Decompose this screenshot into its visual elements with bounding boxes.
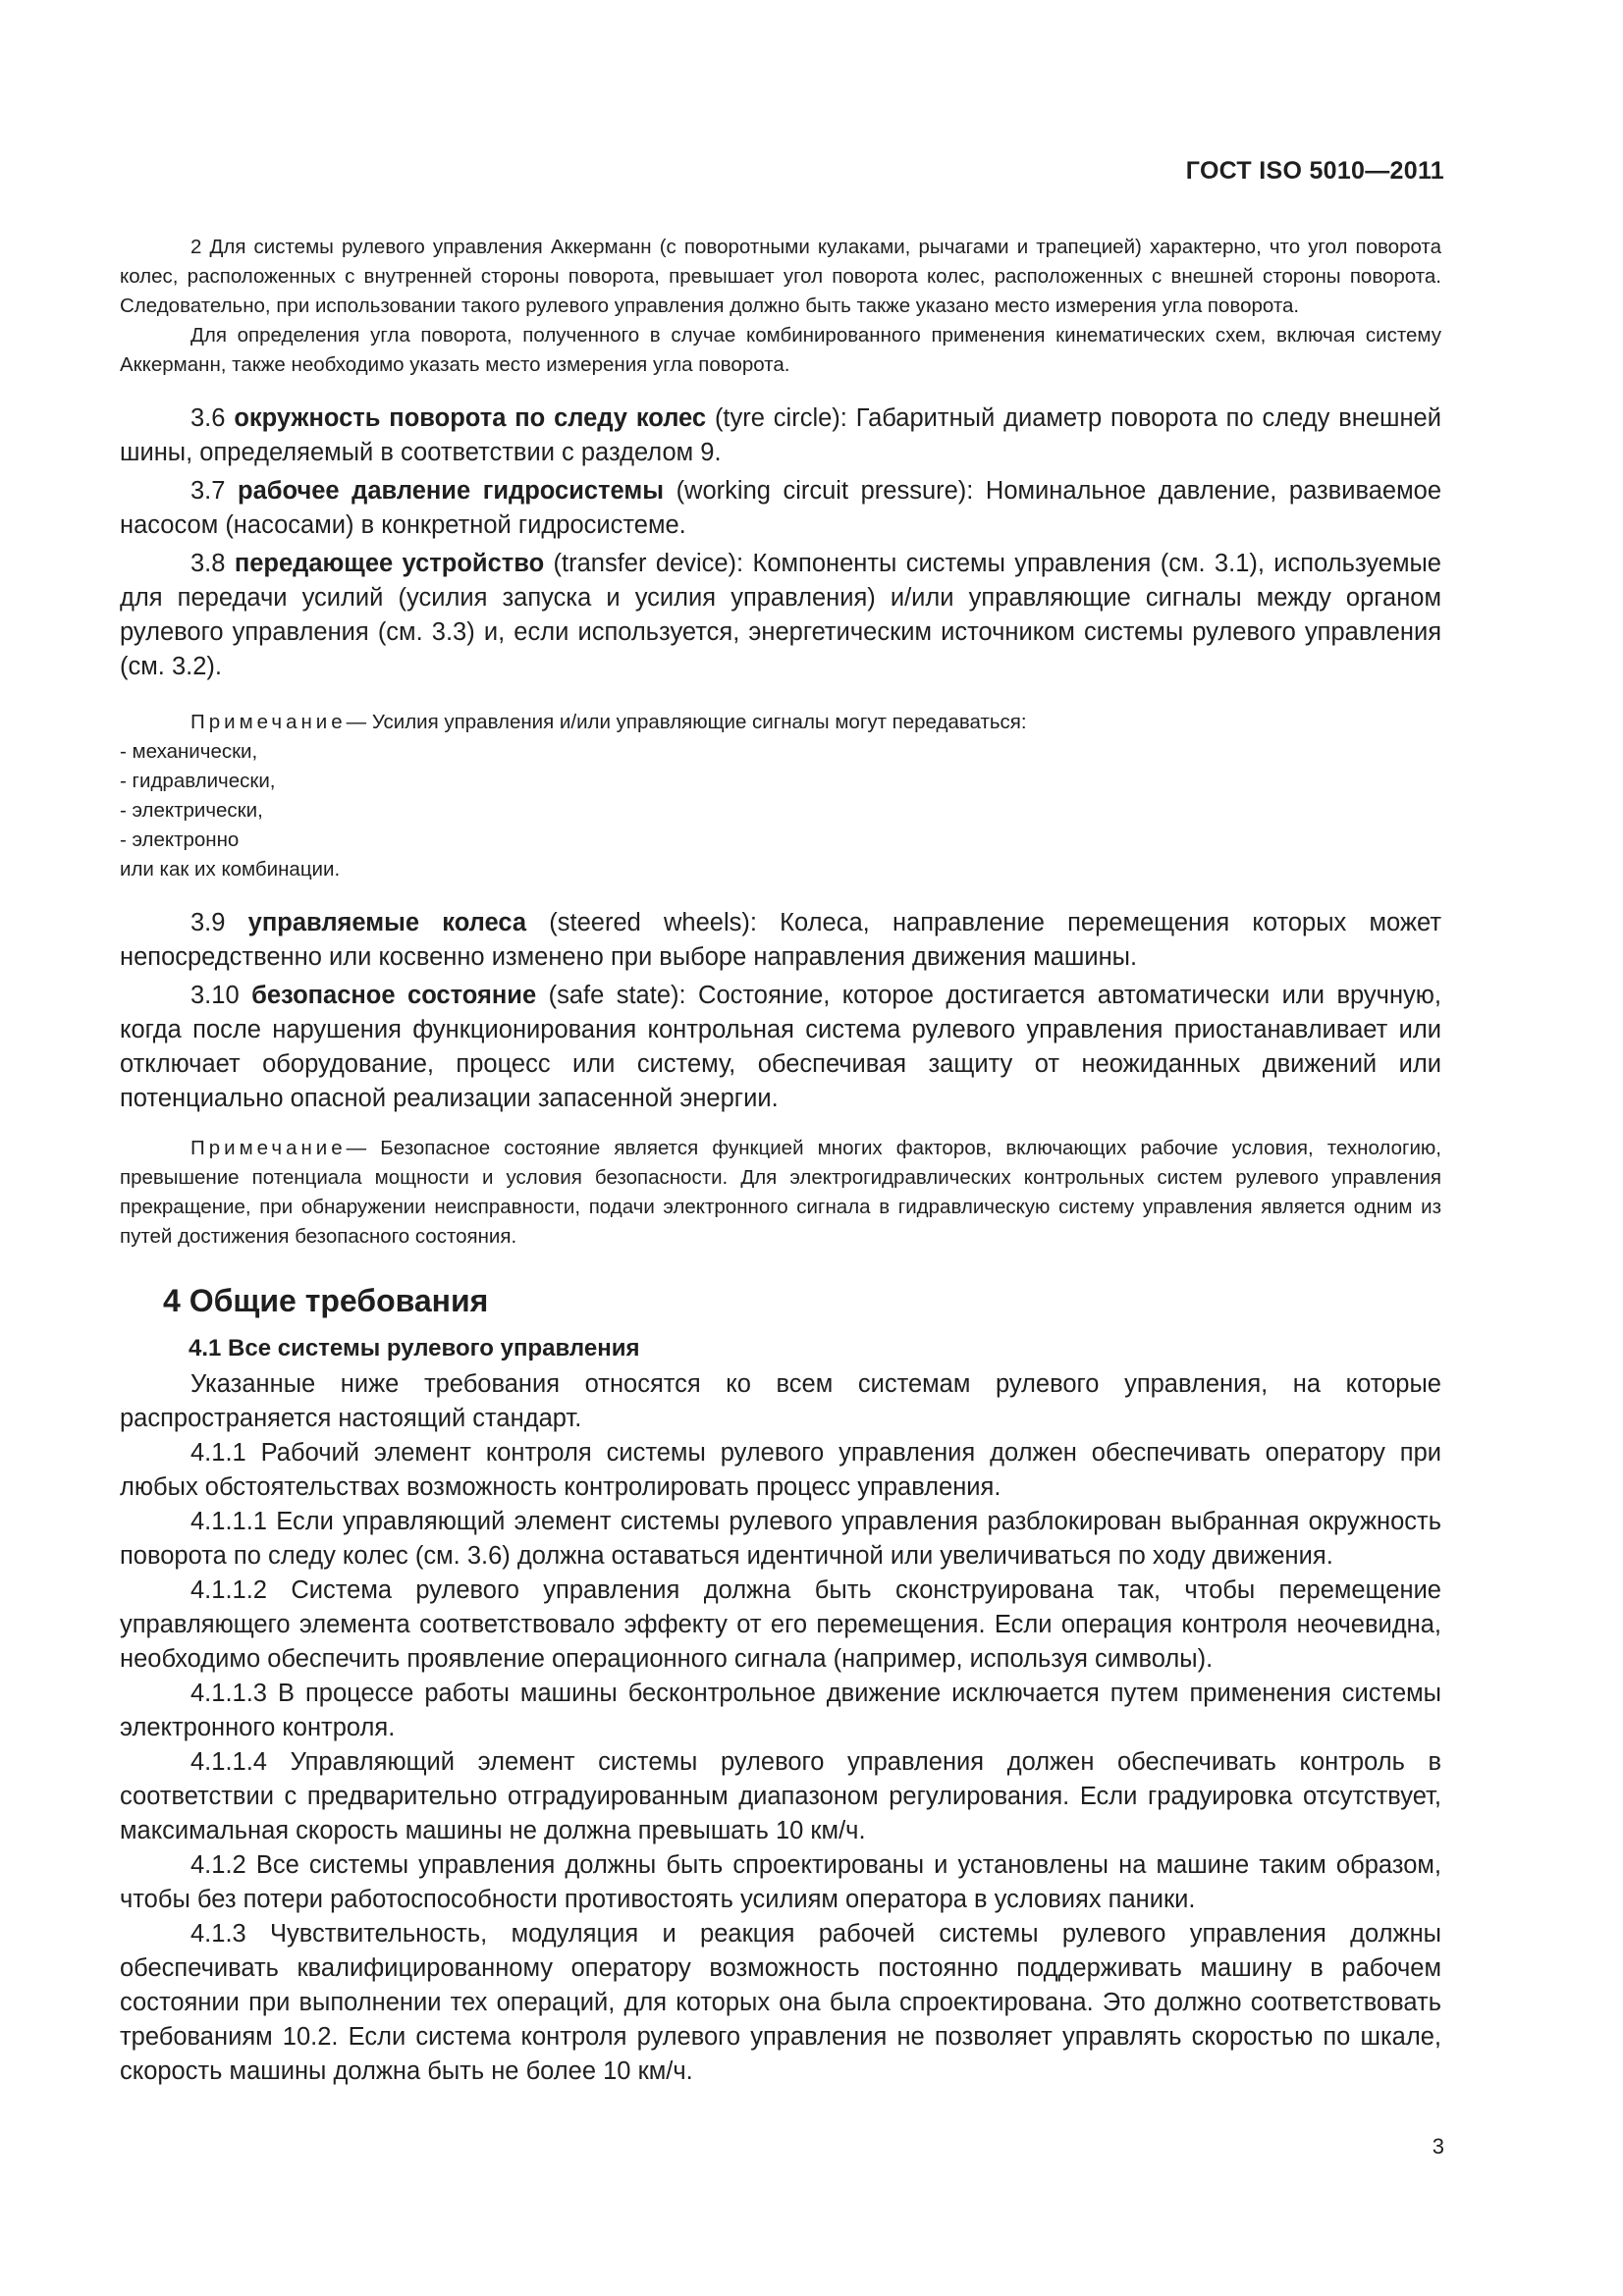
definition-text: (steered wheels): Колеса, направление перемещения которых может непосредственно или косвенно изменено при выборе направления движения машины. <box>120 909 1442 971</box>
definition-text: (safe state): Состояние, которое достигается автоматически или вручную, когда после нарушения функционирования контрольная система рулевого управления приостанавливает или отключает оборудование, процесс или систему, обеспечивая защиту от неожиданных движений или потенциально опасной реализации запасенной энергии. <box>120 982 1441 1112</box>
definition-term: рабочее давление гидросистемы <box>238 477 665 505</box>
list-item: - механически, <box>120 740 258 763</box>
note-label: Примечание <box>190 711 347 733</box>
note-safe-state <box>120 1134 1441 1252</box>
definition-number: 3.6 <box>190 404 226 432</box>
definition-term: окружность поворота по следу колес <box>234 404 707 432</box>
list-item: - электронно <box>120 828 240 851</box>
definition-term: управляемые колеса <box>247 909 527 936</box>
note-text: — Безопасное состояние является функцией многих факторов, включающих рабочие условия, технологию, превышение потенциала мощности и условия безопасности. Для электрогидравлических контрольных систем рулевого управления прекращение, при обнаружении неисправности, подачи электронного сигнала в гидравлическую систему управления является одним из путей достижения безопасного состояния. <box>120 1137 1441 1248</box>
definition-number: 3.7 <box>190 477 226 505</box>
paragraph-4-1-1-3: 4.1.1.3 В процессе работы машины бесконтрольное движение исключается путем применения системы электронного контроля. <box>120 1680 1441 1741</box>
definition-text: (transfer device): Компоненты системы управления (см. 3.1), используемые для передачи усилий (усилия запуска и усилия управления) и/или управляющие сигналы между органом рулевого управления (см. 3.3) и, если используется, энергетическим источником системы рулевого управления (см. 3.2). <box>120 550 1441 680</box>
page-number: 3 <box>1432 2134 1444 2159</box>
list-item: - электрически, <box>120 799 263 822</box>
note-transfer-device <box>120 708 1441 884</box>
definition-3-7 <box>120 474 1441 543</box>
definition-3-9 <box>120 906 1441 975</box>
paragraph-4-1-1-2: 4.1.1.2 Система рулевого управления должна быть сконструирована так, чтобы перемещение управляющего элемента соответствовало эффекту от его перемещения. Если операция контроля неочевидна, необходимо обеспечить проявление операционного сигнала (например, используя символы). <box>120 1576 1441 1673</box>
note-label: Примечание <box>190 1137 347 1159</box>
definition-text: (working circuit pressure): Номинальное давление, развиваемое насосом (насосами) в конкретной гидросистеме. <box>120 477 1441 539</box>
note-ackermann-2: Для определения угла поворота, полученного в случае комбинированного применения кинематических схем, включая систему Аккерманн, также необходимо указать место измерения угла поворота. <box>120 324 1441 376</box>
paragraph-4-1-3: 4.1.3 Чувствительность, модуляция и реакция рабочей системы рулевого управления должны обеспечивать квалифицированному оператору возможность постоянно поддерживать машину в рабочем состоянии при выполнении тех операций, для которых она была спроектирована. Это должно соответствовать требованиям 10.2. Если система контроля рулевого управления не позволяет управлять скоростью по шкале, скорость машины должна быть не более 10 км/ч. <box>120 1920 1441 2085</box>
document-code-header: ГОСТ ISO 5010—2011 <box>1185 157 1444 185</box>
section-heading-4: 4 Общие требования <box>163 1283 489 1318</box>
paragraph-4-1-1-4: 4.1.1.4 Управляющий элемент системы рулевого управления должен обеспечивать контроль в соответствии с предварительно отградуированным диапазоном регулирования. Если градуировка отсутствует, максимальная скорость машины не должна превышать 10 км/ч. <box>120 1748 1441 1844</box>
definition-text: (tyre circle): Габаритный диаметр поворота по следу внешней шины, определяемый в соответствии с разделом 9. <box>120 404 1441 466</box>
paragraph-4-1-2: 4.1.2 Все системы управления должны быть спроектированы и установлены на машине таким образом, чтобы без потери работоспособности противостоять усилиям оператора в условиях паники. <box>120 1851 1441 1913</box>
paragraph-intro: Указанные ниже требования относятся ко всем системам рулевого управления, на которые распространяется настоящий стандарт. <box>120 1370 1441 1432</box>
note-lead <box>120 708 1441 737</box>
definition-number: 3.9 <box>190 909 226 936</box>
subsection-heading-4-1: 4.1 Все системы рулевого управления <box>189 1335 640 1362</box>
list-item: - гидравлически, <box>120 770 276 792</box>
list-item: или как их комбинации. <box>120 858 341 881</box>
definition-3-8 <box>120 547 1441 684</box>
note-lead-text: — Усилия управления и/или управляющие сигналы могут передаваться: <box>346 711 1027 733</box>
paragraph-4-1-1-1: 4.1.1.1 Если управляющий элемент системы рулевого управления разблокирован выбранная окружность поворота по следу колес (см. 3.6) должна оставаться идентичной или увеличиваться по ходу движения. <box>120 1508 1441 1570</box>
paragraph-4-1-1: 4.1.1 Рабочий элемент контроля системы рулевого управления должен обеспечивать оператору при любых обстоятельствах возможность контролировать процесс управления. <box>120 1439 1441 1501</box>
note-ackermann-1: 2 Для системы рулевого управления Аккерманн (с поворотными кулаками, рычагами и трапецией) характерно, что угол поворота колес, расположенных с внутренней стороны поворота, превышает угол поворота колес, расположенных с внешней стороны поворота. Следовательно, при использовании такого рулевого управления должно быть также указано место измерения угла поворота. <box>120 236 1441 317</box>
page-content <box>120 233 1441 2089</box>
definition-term: безопасное состояние <box>251 982 537 1009</box>
definition-number: 3.10 <box>190 982 240 1009</box>
definition-3-6 <box>120 401 1441 470</box>
definition-number: 3.8 <box>190 550 226 577</box>
definition-term: передающее устройство <box>234 550 545 577</box>
definition-3-10 <box>120 979 1441 1116</box>
